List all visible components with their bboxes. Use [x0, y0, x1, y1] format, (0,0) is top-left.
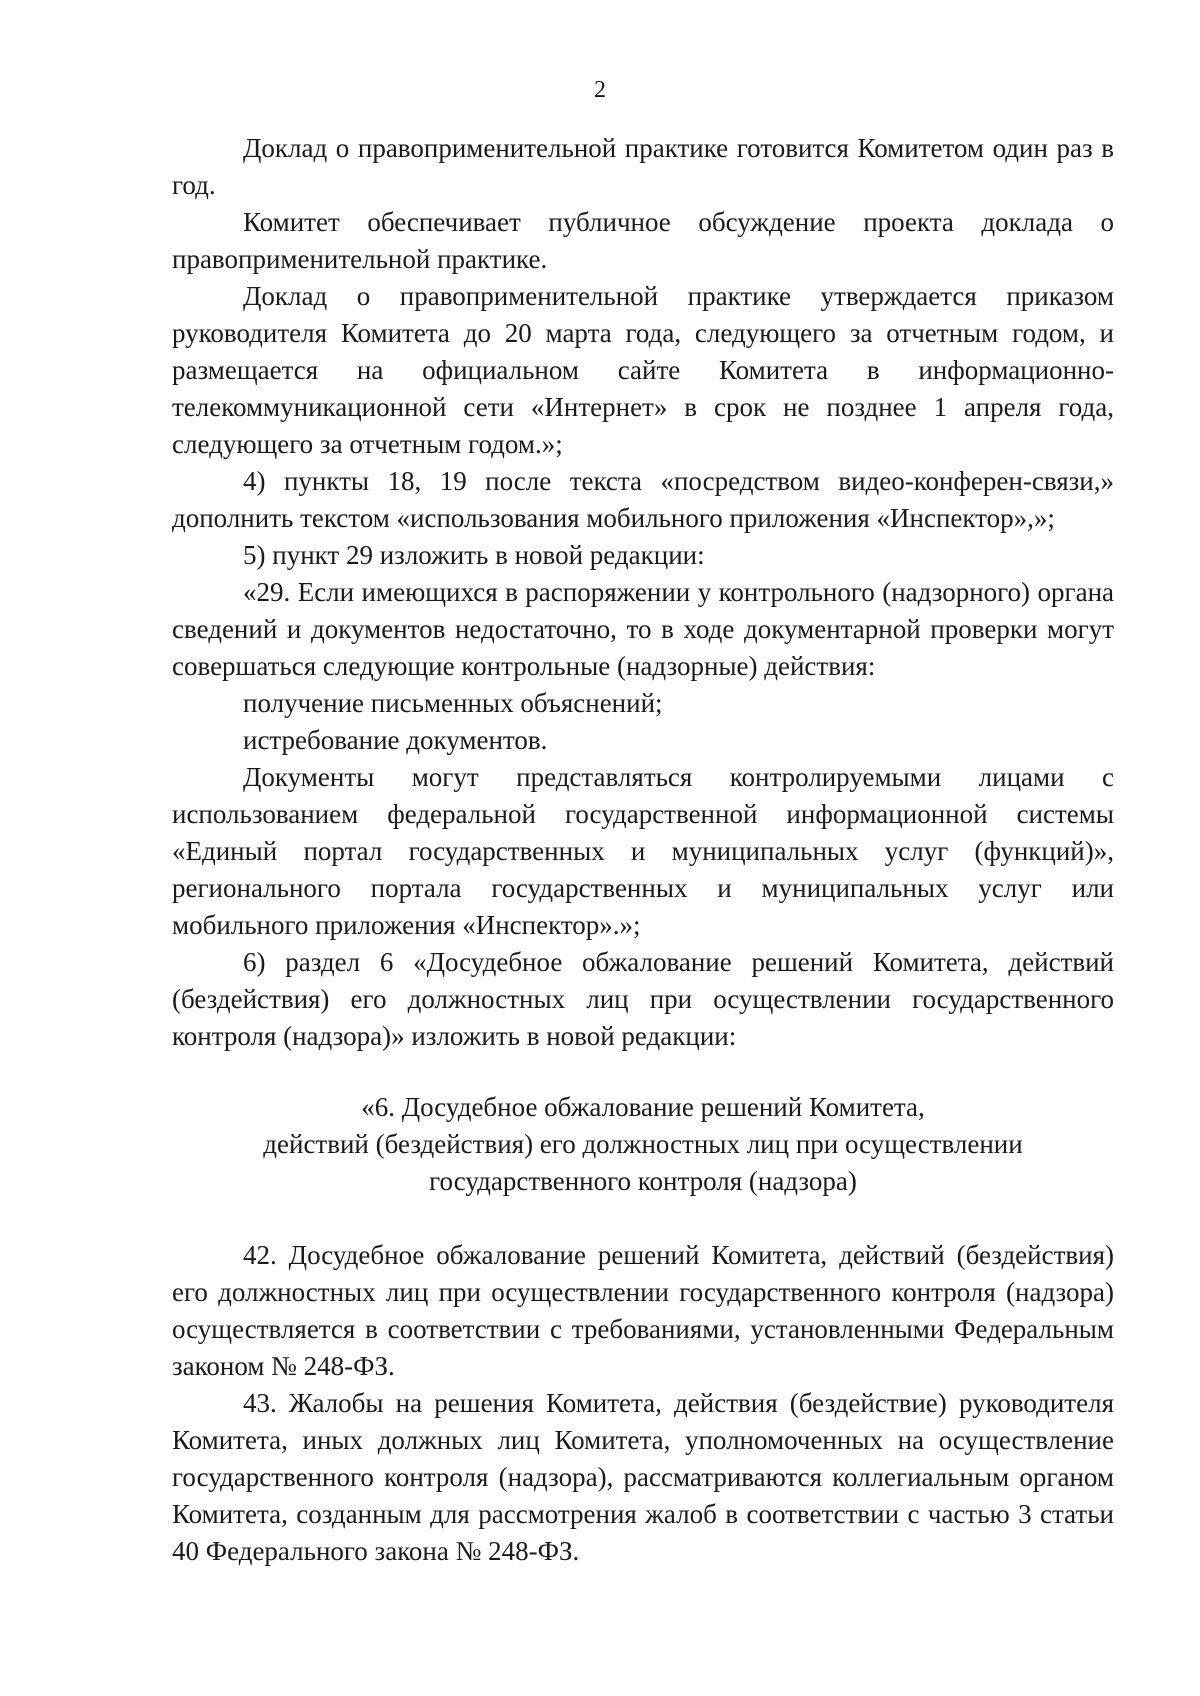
paragraph-item-4: 4) пункты 18, 19 после текста «посредством видео-конферен-связи,» дополнить текстом «использования мобильного приложения «Инспектор»,»;	[172, 466, 1114, 533]
section-heading-line-2: действий (бездействия) его должностных лиц при осуществлении	[263, 1129, 1023, 1159]
paragraph-item-5: 5) пункт 29 изложить в новой редакции:	[243, 540, 705, 570]
paragraph-clause-29: «29. Если имеющихся в распоряжении у контрольного (надзорного) органа сведений и документов недостаточно, то в ходе документарной проверки могут совершаться следующие контрольные (надзорные) действия:	[172, 577, 1114, 681]
paragraph-report-approval: Доклад о правоприменительной практике утверждается приказом руководителя Комитета до 20 марта года, следующего за отчетным годом, и размещается на официальном сайте Комитета в информационно-телекоммуникационной сети «Интернет» в срок не позднее 1 апреля года, следующего за отчетным годом.»;	[172, 281, 1114, 459]
document-body	[172, 130, 1114, 1570]
paragraph-public-discussion: Комитет обеспечивает публичное обсуждение проекта доклада о правоприменительной практике.	[172, 207, 1114, 274]
paragraph-written-explanations: получение письменных объяснений;	[243, 688, 663, 718]
section-heading	[172, 1089, 1114, 1200]
section-heading-line-3: государственного контроля (надзора)	[429, 1166, 857, 1196]
paragraph-report-frequency: Доклад о правоприменительной практике готовится Комитетом один раз в год.	[172, 133, 1114, 200]
section-heading-line-1: «6. Досудебное обжалование решений Комитета,	[361, 1092, 925, 1122]
page-number: 2	[594, 77, 606, 103]
paragraph-document-request: истребование документов.	[243, 725, 548, 755]
paragraph-clause-42: 42. Досудебное обжалование решений Комитета, действий (бездействия) его должностных лиц при осуществлении государственного контроля (надзора) осуществляется в соответствии с требованиями, установленными Федеральным законом № 248-ФЗ.	[172, 1240, 1114, 1381]
paragraph-item-6: 6) раздел 6 «Досудебное обжалование решений Комитета, действий (бездействия) его должностных лиц при осуществлении государственного контроля (надзора)» изложить в новой редакции:	[172, 947, 1114, 1051]
paragraph-clause-43: 43. Жалобы на решения Комитета, действия (бездействие) руководителя Комитета, иных должных лиц Комитета, уполномоченных на осуществление государственного контроля (надзора), рассматриваются коллегиальным органом Комитета, созданным для рассмотрения жалоб в соответствии с частью 3 статьи 40 Федерального закона № 248-ФЗ.	[172, 1388, 1114, 1566]
paragraph-documents-submission: Документы могут представляться контролируемыми лицами с использованием федеральной государственной информационной системы «Единый портал государственных и муниципальных услуг (функций)», регионального портала государственных и муниципальных услуг или мобильного приложения «Инспектор».»;	[172, 762, 1114, 940]
